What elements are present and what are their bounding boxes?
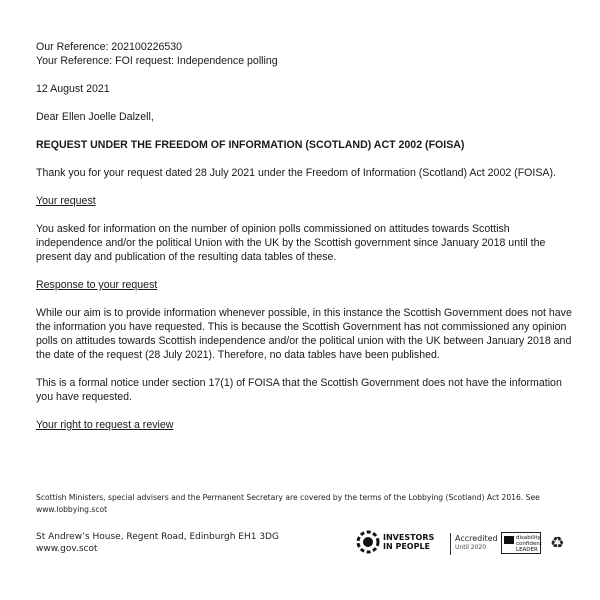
footer-logos [356,530,586,560]
lobbying-note: Scottish Ministers, special advisers and the Permanent Secretary are covered by the terms of the Lobbying (Scotland) Act 2016. See www.lobbying.scot [36,493,540,514]
address-line: St Andrew’s House, Regent Road, Edinburgh EH1 3DG [36,532,279,542]
disability-confident-logo [501,532,541,554]
response-heading: Response to your request [36,279,158,291]
letter-body [36,40,576,432]
letter-title: REQUEST UNDER THE FREEDOM OF INFORMATION (SCOTLAND) ACT 2002 (FOISA) [36,139,465,151]
review-heading: Your right to request a review [36,419,174,431]
your-reference: Your Reference: FOI request: Independence polling [36,55,278,67]
dc-line-1: disability [516,535,541,541]
accredited-until: Until 2020 [455,544,487,551]
website-link[interactable]: www.gov.scot [36,544,98,554]
response-paragraph: While our aim is to provide information whenever possible, in this instance the Scottish Government does not have the information you have requested. This is because the Scottish Government has not commissioned any opinion polls on attitudes towards Scottish independence and/or the political union with the UK between January 2018 and the date of the request (28 July 2021). Therefore, no data tables have been published. [36,307,572,361]
intro-paragraph: Thank you for your request dated 28 July 2021 under the Freedom of Information (Scotland) Act 2002 (FOISA). [36,167,556,179]
disability-confident-icon [504,536,514,544]
iip-emblem-icon [356,530,380,554]
your-request-heading: Your request [36,195,96,207]
dc-line-3: LEADER [516,547,538,553]
salutation: Dear Ellen Joelle Dalzell, [36,111,154,123]
letter-date: 12 August 2021 [36,83,110,95]
accreditation [455,534,498,552]
iip-line-2: IN PEOPLE [383,542,431,551]
footer-address [36,531,279,555]
logo-divider [450,533,451,555]
iip-line-1: INVESTORS [383,533,435,542]
accredited-label: Accredited [455,534,498,543]
investors-in-people-logo [356,530,434,554]
our-reference: Our Reference: 202100226530 [36,41,183,53]
dc-line-2: confident [516,541,542,547]
formal-notice-paragraph: This is a formal notice under section 17(1) of FOISA that the Scottish Government does not have the information you have requested. [36,377,562,403]
your-request-paragraph: You asked for information on the number of opinion polls commissioned on attitudes towards Scottish independence and/or the political Union with the UK by the Scottish government since January 2018 until the present day and publication of the resulting data tables of these. [36,223,546,263]
recycle-icon: ♻ [550,533,565,552]
